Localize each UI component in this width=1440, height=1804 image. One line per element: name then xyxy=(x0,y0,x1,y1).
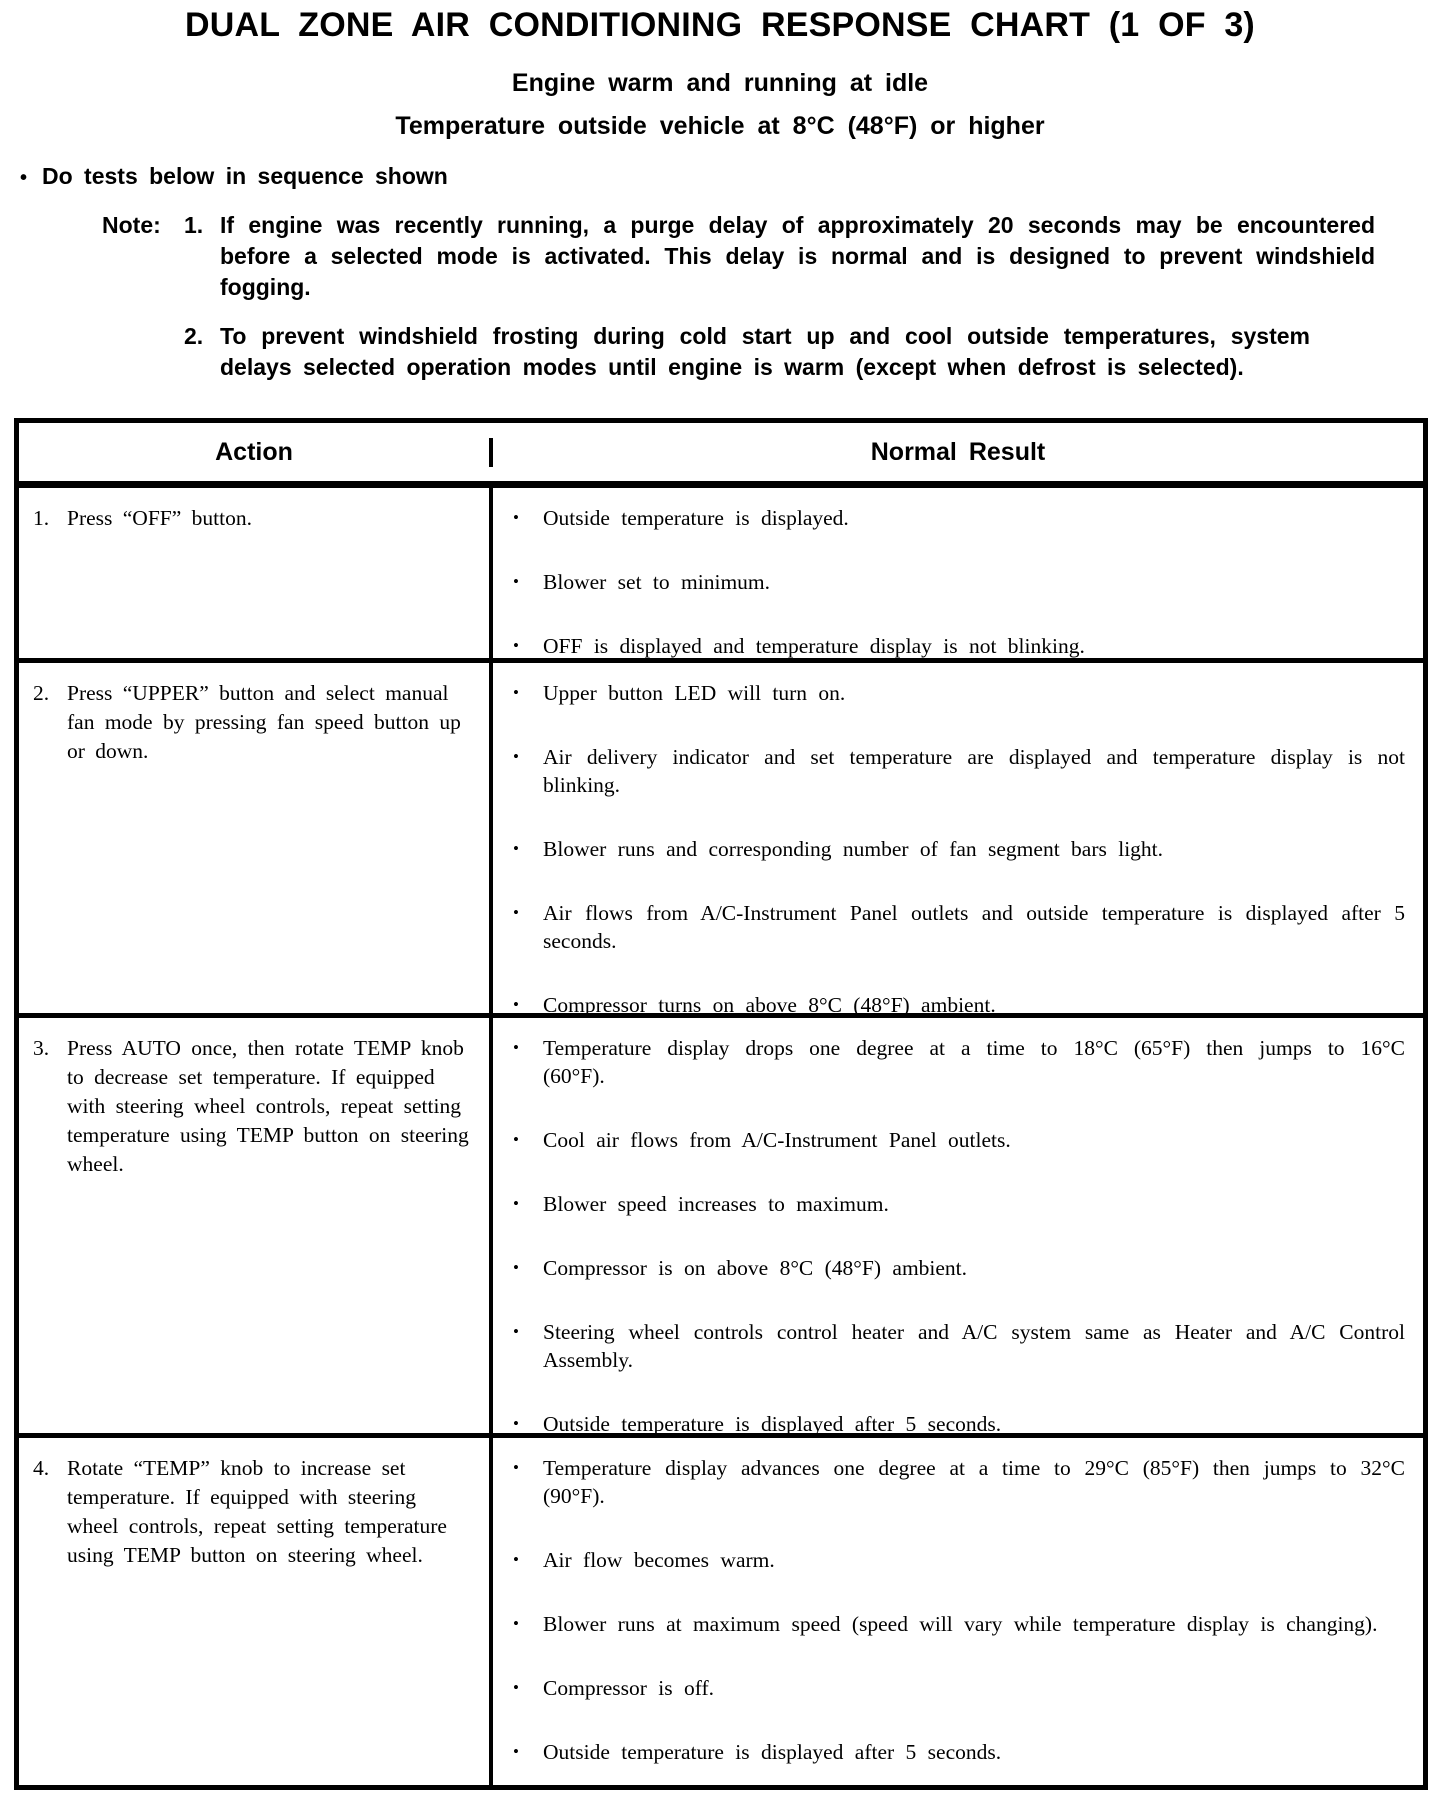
note-label: Note: xyxy=(102,212,161,238)
bullet-icon: • xyxy=(20,167,28,189)
bullet-icon: • xyxy=(513,903,519,922)
sequence-instruction xyxy=(20,163,1440,190)
bullet-icon: • xyxy=(513,636,519,655)
bullet-icon: • xyxy=(513,1458,519,1477)
bullet-icon: • xyxy=(513,995,519,1014)
note-number: 1. xyxy=(184,212,204,238)
result-bullet-item: • Air flow becomes warm. xyxy=(513,1548,775,1572)
step-text: Press “OFF” button. xyxy=(67,506,252,530)
result-bullet-item: • Compressor turns on above 8°C (48°F) ambient. xyxy=(513,993,996,1017)
result-bullet-item: • Steering wheel controls control heater and A/C system same as Heater and A/C Control Assembly. xyxy=(513,1320,1405,1372)
bullet-icon: • xyxy=(513,1614,519,1633)
action-step xyxy=(33,1034,475,1179)
bullet-icon: • xyxy=(513,683,519,702)
subtitle-temperature-condition: Temperature outside vehicle at 8°C (48°F) or higher xyxy=(395,112,1045,140)
result-bullet-item: • Blower runs and corresponding number of fan segment bars light. xyxy=(513,837,1164,861)
bullet-icon: • xyxy=(513,572,519,591)
notes-block xyxy=(0,210,1440,383)
step-number: 4. xyxy=(33,1456,50,1480)
result-bullet-item: • Blower runs at maximum speed (speed will vary while temperature display is changing). xyxy=(513,1612,1378,1636)
table-row xyxy=(19,1013,1423,1436)
page-title: DUAL ZONE AIR CONDITIONING RESPONSE CHART (1 OF 3) xyxy=(185,6,1255,44)
bullet-icon: • xyxy=(513,1742,519,1761)
bullet-icon: • xyxy=(513,839,519,858)
action-step xyxy=(33,1454,475,1570)
note-number: 2. xyxy=(184,323,204,349)
table-header-row xyxy=(19,423,1423,483)
bullet-icon: • xyxy=(513,1038,519,1057)
step-number: 2. xyxy=(33,681,50,705)
table-row xyxy=(19,1433,1423,1785)
response-chart-table xyxy=(14,418,1428,1790)
subtitle-engine-condition: Engine warm and running at idle xyxy=(511,69,929,97)
sequence-instruction-text: Do tests below in sequence shown xyxy=(42,163,448,189)
bullet-icon: • xyxy=(513,747,519,766)
result-bullet-item: • Compressor is off. xyxy=(513,1676,715,1700)
header-action: Action xyxy=(215,437,293,466)
result-bullet-item: • Outside temperature is displayed. xyxy=(513,506,849,530)
result-bullet-item: • Temperature display advances one degree at a time to 29°C (85°F) then jumps to 32°C (90°F). xyxy=(513,1456,1405,1508)
result-bullet-item: • Temperature display drops one degree at a time to 18°C (65°F) then jumps to 16°C (60°F). xyxy=(513,1036,1405,1088)
result-bullet-item: • Cool air flows from A/C-Instrument Panel outlets. xyxy=(513,1128,1011,1152)
result-bullet-item: • Blower set to minimum. xyxy=(513,570,771,594)
bullet-icon: • xyxy=(513,1322,519,1341)
result-bullet-item: • Compressor is on above 8°C (48°F) ambient. xyxy=(513,1256,968,1280)
action-step xyxy=(33,504,475,533)
bullet-icon: • xyxy=(513,508,519,527)
result-bullet-item: • Air delivery indicator and set temperature are displayed and temperature display is not blinking. xyxy=(513,745,1405,797)
bullet-icon: • xyxy=(513,1414,519,1433)
note-text: To prevent windshield frosting during cold start up and cool outside temperatures, system delays selected operation modes until engine is warm (except when defrost is selected). xyxy=(220,323,1310,380)
note-item-1 xyxy=(0,210,1440,303)
result-bullet-item: • Upper button LED will turn on. xyxy=(513,681,846,705)
table-row xyxy=(19,658,1423,1017)
bullet-icon: • xyxy=(513,1258,519,1277)
bullet-icon: • xyxy=(513,1194,519,1213)
result-bullet-item: • OFF is displayed and temperature display is not blinking. xyxy=(513,634,1085,658)
step-text: Press AUTO once, then rotate TEMP knob to decrease set temperature. If equipped with steering wheel controls, repeat setting temperature using TEMP button on steering wheel. xyxy=(67,1036,469,1176)
bullet-icon: • xyxy=(513,1550,519,1569)
table-row xyxy=(19,483,1423,658)
result-bullet-item: • Blower speed increases to maximum. xyxy=(513,1192,889,1216)
result-bullet-item: • Outside temperature is displayed after 5 seconds. xyxy=(513,1412,1002,1436)
result-bullet-item: • Outside temperature is displayed after 5 seconds. xyxy=(513,1740,1002,1764)
step-number: 1. xyxy=(33,506,50,530)
step-number: 3. xyxy=(33,1036,50,1060)
note-text: If engine was recently running, a purge delay of approximately 20 seconds may be encountered before a selected mode is activated. This delay is normal and is designed to prevent windshield fogging. xyxy=(220,212,1375,300)
step-text: Press “UPPER” button and select manual fan mode by pressing fan speed button up or down. xyxy=(67,681,461,763)
result-bullet-item: • Air flows from A/C-Instrument Panel outlets and outside temperature is displayed after 5 seconds. xyxy=(513,901,1405,953)
note-item-2 xyxy=(0,321,1440,383)
header-normal-result: Normal Result xyxy=(489,438,1423,467)
bullet-icon: • xyxy=(513,1130,519,1149)
step-text: Rotate “TEMP” knob to increase set temperature. If equipped with steering wheel controls, repeat setting temperature using TEMP button on steering wheel. xyxy=(67,1456,447,1567)
bullet-icon: • xyxy=(513,1678,519,1697)
action-step xyxy=(33,679,475,766)
